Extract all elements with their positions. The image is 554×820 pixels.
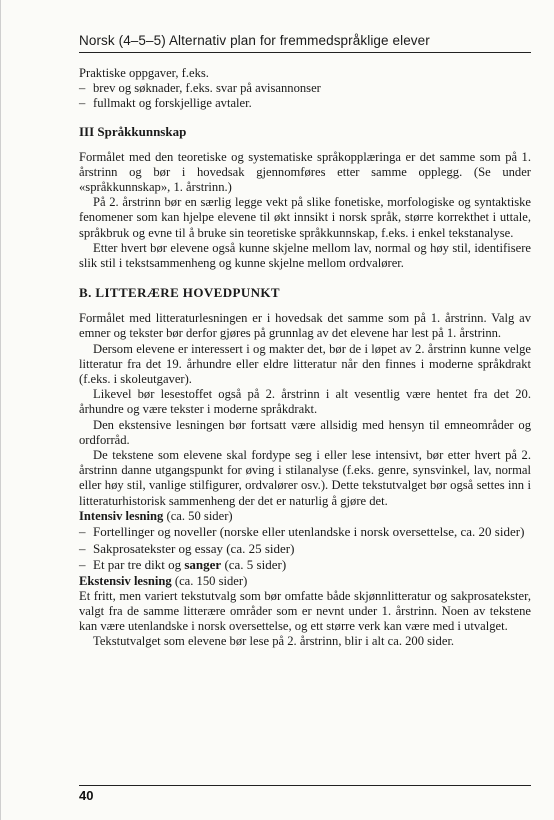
subheading-ekstensiv-lesning	[79, 574, 531, 589]
section-heading-sprakkunnskap: III Språkkunnskap	[79, 123, 187, 139]
paragraph: Formålet med den teoretiske og systematiske språkopplæringa er det samme som på 1. årstrinn og bør i hovedsak gjennomføres etter samme opplegg. (Se under «språkkunnskap», 1. årstrinn.)	[79, 149, 531, 195]
dash-bullet-icon: –	[79, 81, 86, 96]
paragraph: Likevel bør lesestoffet også på 2. årstrinn i alt vesentlig være hentet fra det 20. århundre og være tekster i moderne språkdrakt.	[79, 387, 531, 417]
dash-bullet-icon: –	[79, 524, 86, 540]
list-item	[79, 96, 531, 111]
dash-bullet-icon: –	[79, 540, 86, 556]
list-item	[79, 541, 531, 558]
subheading-note: (ca. 150 sider)	[174, 573, 248, 588]
dash-bullet-icon: –	[79, 557, 86, 573]
subheading-intensiv-lesning	[79, 509, 531, 524]
paragraph: På 2. årstrinn bør en særlig legge vekt på slike fonetiske, morfologiske og syntaktiske fenomener som kan hjelpe elevene til økt innsikt i norsk språk, større korrekthet i uttale, språkbruk og evne til å bruke sin teoretiske språkkunnskap, f.eks. i enkel tekstanalyse.	[79, 195, 531, 240]
list-item-text: brev og søknader, f.eks. svar på avisannonser	[93, 81, 321, 96]
footer-rule	[79, 785, 531, 786]
paragraph: Dersom elevene er interessert i og makter det, bør de i løpet av 2. årstrinn kunne velge litteratur fra det 19. århundre eller eldre litteratur når den finnes i moderne språkdrakt (f.eks. i skoleutgaver).	[79, 341, 531, 387]
subheading-title: Intensiv lesning	[79, 508, 164, 523]
page-number: 40	[79, 788, 94, 803]
list-item-text: fullmakt og forskjellige avtaler.	[93, 96, 252, 111]
subheading-title: Ekstensiv lesning	[79, 573, 172, 588]
subheading-note: (ca. 50 sider)	[166, 508, 233, 523]
paragraph: Tekstutvalget som elevene bør lese på 2. årstrinn, blir i alt ca. 200 sider.	[93, 634, 455, 649]
list-item-text-suffix: (ca. 5 sider)	[221, 557, 287, 573]
list-item	[79, 81, 531, 96]
list-item-text-bold: sanger	[184, 557, 222, 573]
header-rule	[79, 52, 531, 53]
intensive-list	[79, 524, 531, 574]
dash-bullet-icon: –	[79, 96, 86, 111]
list-item	[79, 557, 531, 574]
paragraph: Et fritt, men variert tekstutvalg som bør omfatte både skjønnlitteratur og sakprosatekster, valgt fra de samme litterære områder som er nevnt under 1. årstrinn. Noen av tekstene kan være utenlandske i norsk oversettelse, og ett større verk kan være med i utvalget.	[79, 588, 531, 634]
paragraph: Formålet med litteraturlesningen er i hovedsak det samme som på 1. årstrinn. Valg av emner og tekster bør derfor gjøres på grunnlag av det elevene har lest på 1. årstrinn.	[79, 311, 531, 341]
list-item-text: Sakprosatekster og essay (ca. 25 sider)	[93, 540, 295, 556]
running-head: Norsk (4–5–5) Alternativ plan for fremmedspråklige elever	[79, 33, 430, 48]
paragraph: De tekstene som elevene skal fordype seg i eller lese intensivt, bør etter hvert på 2. årstrinn danne utgangspunkt for øving i stilanalyse (f.eks. genre, synsvinkel, lav, normal eller høy stil, vanlige stilfigurer, ordvalører osv.). Dette tekstutvalget bør også settes inn i litteraturhistorisk sammenheng der det er naturlig å gjøre det.	[79, 448, 531, 508]
page-body	[79, 66, 531, 650]
list-item	[79, 524, 531, 541]
paragraph: Etter hvert bør elevene også kunne skjelne mellom lav, normal og høy stil, identifisere slik stil i tekstsammenheng og kunne skjelne mellom ordvalører.	[79, 240, 531, 271]
list-item-text: Fortellinger og noveller (norske eller utenlandske i norsk oversettelse, ca. 20 sider)	[93, 524, 525, 540]
paragraph: Den ekstensive lesningen bør fortsatt være allsidig med hensyn til emneområder og ordforråd.	[79, 417, 531, 447]
section-heading-litteraere-hovedpunkt: B. LITTERÆRE HOVEDPUNKT	[79, 285, 280, 301]
intro-lead: Praktiske oppgaver, f.eks.	[79, 66, 209, 80]
list-item-text-prefix: Et par tre dikt og	[93, 557, 185, 573]
